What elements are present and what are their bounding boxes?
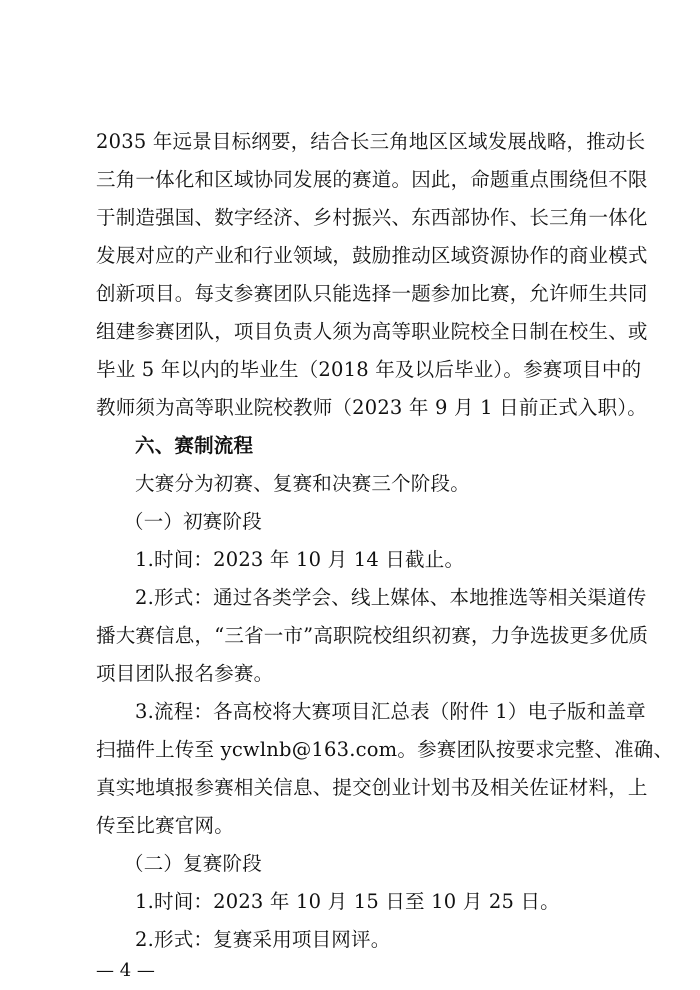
body-text-line: 于制造强国、数字经济、乡村振兴、东西部协作、长三角一体化 (96, 206, 648, 229)
body-text-line: 三角一体化和区域协同发展的赛道。因此，命题重点围绕但不限 (96, 168, 648, 191)
body-text-line: 1.时间：2023 年 10 月 14 日截止。 (135, 548, 465, 571)
body-text-line: 扫描件上传至 ycwlnb@163.com。参赛团队按要求完整、准确、 (96, 738, 674, 761)
body-text-line: 创新项目。每支参赛团队只能选择一题参加比赛，允许师生共同 (96, 282, 648, 305)
body-text-line: 项目团队报名参赛。 (96, 662, 274, 685)
body-text-line: 大赛分为初赛、复赛和决赛三个阶段。 (135, 472, 470, 495)
subsection-heading: （二）复赛阶段 (124, 852, 262, 875)
section-heading: 六、赛制流程 (135, 434, 254, 457)
body-text-line: 传至比赛官网。 (96, 814, 234, 837)
body-text-line: 真实地填报参赛相关信息、提交创业计划书及相关佐证材料，上 (96, 776, 648, 799)
body-text-line: 播大赛信息，“三省一市”高职院校组织初赛，力争选拔更多优质 (96, 624, 649, 647)
body-text-line: 3.流程：各高校将大赛项目汇总表（附件 1）电子版和盖章 (135, 700, 646, 723)
body-text-line: 教师须为高等职业院校教师（2023 年 9 月 1 日前正式入职）。 (96, 396, 647, 419)
body-text-line: 发展对应的产业和行业领域，鼓励推动区域资源协作的商业模式 (96, 244, 648, 267)
page-number: — 4 — (96, 960, 155, 981)
body-text-line: 2035 年远景目标纲要，结合长三角地区区域发展战略，推动长 (96, 130, 646, 153)
body-text-line: 1.时间：2023 年 10 月 15 日至 10 月 25 日。 (135, 890, 560, 913)
body-text-line: 组建参赛团队，项目负责人须为高等职业院校全日制在校生、或 (96, 320, 648, 343)
body-text-line: 毕业 5 年以内的毕业生（2018 年及以后毕业）。参赛项目中的 (96, 358, 642, 381)
subsection-heading: （一）初赛阶段 (124, 510, 262, 533)
body-text-line: 2.形式：复赛采用项目网评。 (135, 928, 391, 951)
body-text-line: 2.形式：通过各类学会、线上媒体、本地推选等相关渠道传 (135, 586, 647, 609)
